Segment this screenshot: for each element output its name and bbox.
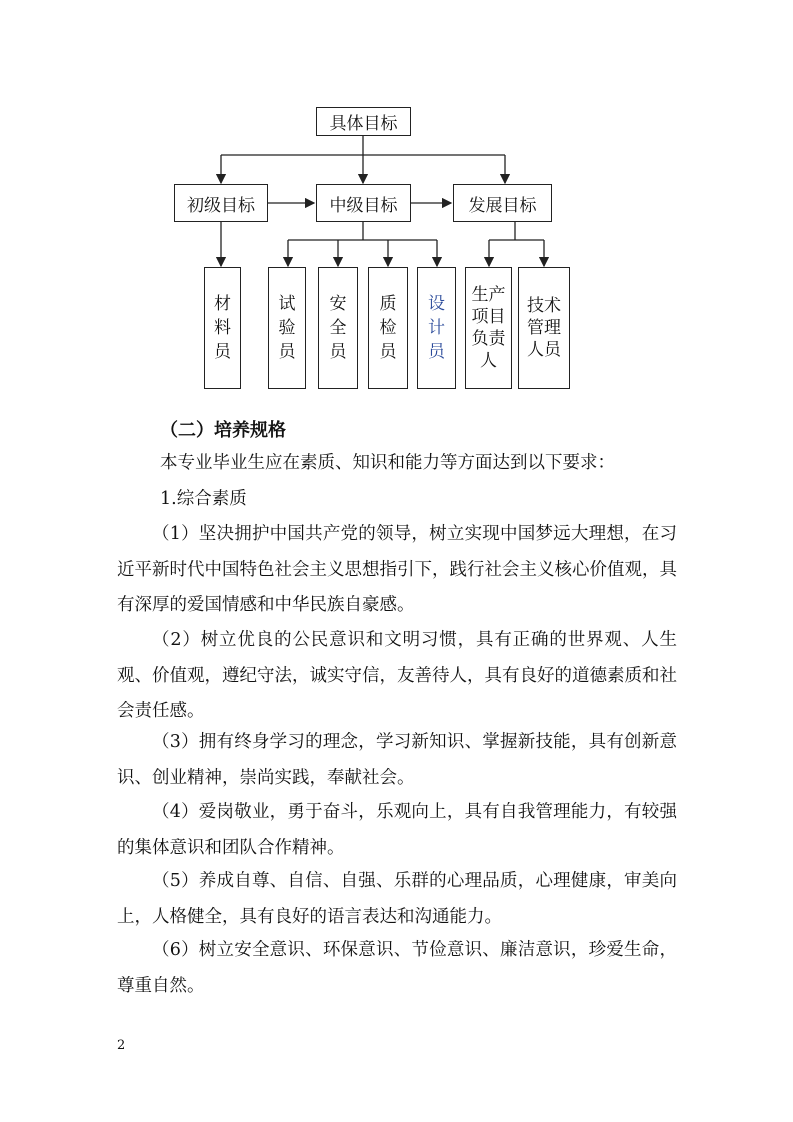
quality-item-3: （3）拥有终身学习的理念，学习新知识、掌握新技能，具有创新意识、创业精神，崇尚实践，奉献社会。	[117, 732, 677, 788]
quality-item-5: （5）养成自尊、自信、自强、乐群的心理品质，心理健康，审美向上，人格健全，具有良好的语言表达和沟通能力。	[117, 871, 677, 927]
node-junior-goal: 初级目标	[174, 184, 268, 222]
node-quality-inspector: 质检员	[368, 267, 408, 389]
node-designer: 设计员	[417, 267, 456, 389]
node-top-goal: 具体目标	[316, 107, 411, 136]
intro-paragraph: 本专业毕业生应在素质、知识和能力等方面达到以下要求：	[160, 453, 615, 473]
goal-hierarchy-diagram	[0, 0, 793, 400]
node-intermediate-goal: 中级目标	[316, 184, 411, 222]
quality-item-6: （6）树立安全意识、环保意识、节俭意识、廉洁意识，珍爱生命，尊重自然。	[117, 940, 677, 996]
quality-item-2: （2）树立优良的公民意识和文明习惯，具有正确的世界观、人生观、价值观，遵纪守法，诚实守信，友善待人，具有良好的道德素质和社会责任感。	[117, 630, 677, 721]
quality-item-4: （4）爱岗敬业，勇于奋斗，乐观向上，具有自我管理能力，有较强的集体意识和团队合作精神。	[117, 802, 677, 858]
node-development-goal: 发展目标	[453, 184, 552, 222]
node-materials-officer: 材料员	[204, 267, 241, 389]
subheading-comprehensive-quality: 1.综合素质	[160, 489, 247, 509]
page-number: 2	[117, 1038, 126, 1053]
quality-item-1: （1）坚决拥护中国共产党的领导，树立实现中国梦远大理想，在习近平新时代中国特色社会主义思想指引下，践行社会主义核心价值观，具有深厚的爱国情感和中华民族自豪感。	[117, 524, 677, 615]
node-technical-management-staff: 技术管理人员	[518, 267, 570, 389]
section-heading: （二）培养规格	[160, 420, 286, 441]
node-testing-officer: 试验员	[268, 267, 306, 389]
node-safety-officer: 安全员	[318, 267, 358, 389]
node-production-project-lead: 生产项目负责人	[465, 267, 512, 389]
